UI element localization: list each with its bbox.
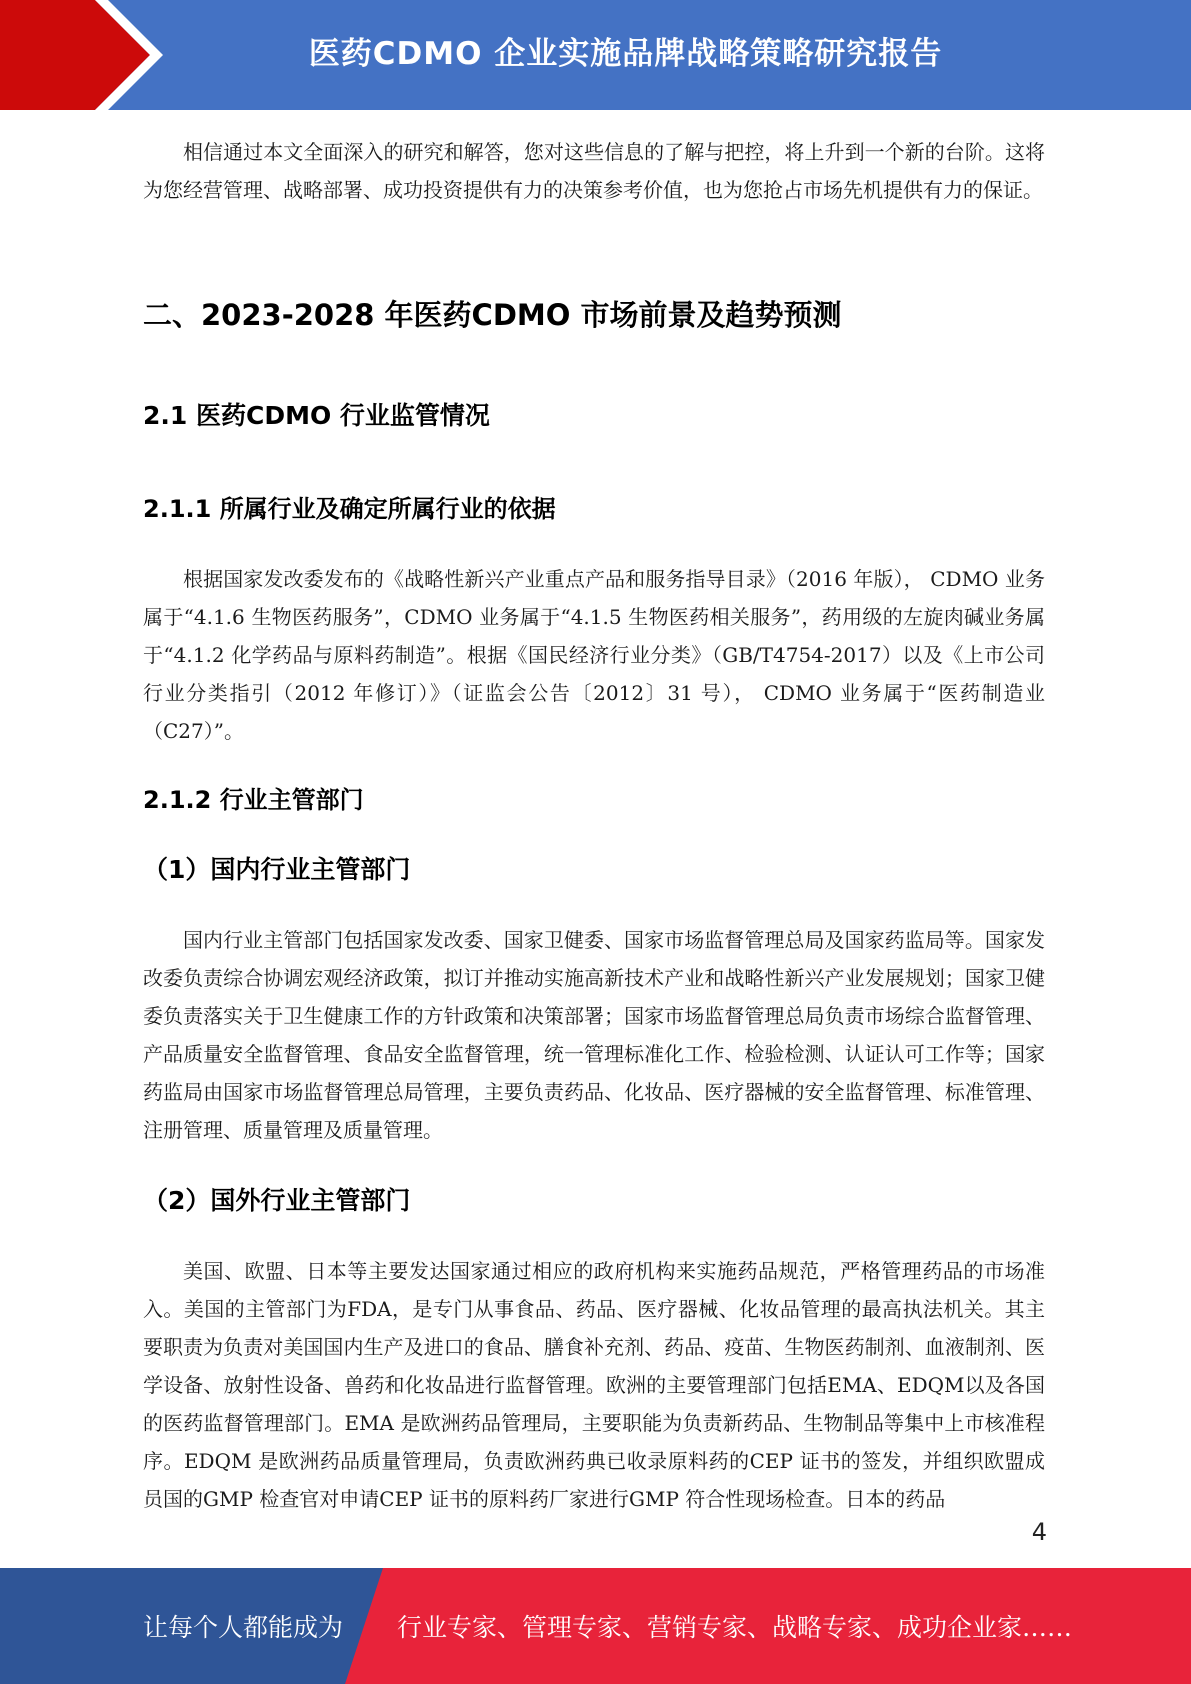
footer-slogan-right: 行业专家、管理专家、营销专家、战略专家、成功企业家…… [397, 1613, 1073, 1642]
page-number: 4 [1031, 1518, 1047, 1546]
domestic-authority-heading: （1）国内行业主管部门 [143, 855, 411, 884]
foreign-authority-paragraph: 美国、欧盟、日本等主要发达国家通过相应的政府机构来实施药品规范，严格管理药品的市场准入。美国的主管部门为FDA，是专门从事食品、药品、医疗器械、化妆品管理的最高执法机关。其主要职责为负责对美国国内生产及进口的食品、膳食补充剂、药品、疫苗、生物医药制剂、血液制剂、医学设备、放射性设备、兽药和化妆品进行监督管理。欧洲的主要管理部门包括EMA、EDQM以及各国的医药监督管理部门。EMA 是欧洲药品管理局，主要职能为负责新药品、生物制品等集中上市核准程序。EDQM 是欧洲药品质量管理局，负责欧洲药典已收录原料药的CEP 证书的签发，并组织欧盟成员国的GMP 检查官对申请CEP 证书的原料药厂家进行GMP 符合性现场检查。日本的药品 [143, 1259, 1045, 1511]
page-footer [0, 1568, 1191, 1684]
section-2-1-2-heading: 2.1.2 行业主管部门 [143, 786, 364, 814]
footer-slogan-left: 让每个人都能成为 [143, 1613, 344, 1642]
section-2-1-heading: 2.1 医药CDMO 行业监管情况 [143, 401, 490, 430]
foreign-authority-heading: （2）国外行业主管部门 [143, 1186, 411, 1215]
domestic-authority-paragraph: 国内行业主管部门包括国家发改委、国家卫健委、国家市场监督管理总局及国家药监局等。国家发改委负责综合协调宏观经济政策，拟订并推动实施高新技术产业和战略性新兴产业发展规划；国家卫健委负责落实关于卫生健康工作的方针政策和决策部署；国家市场监督管理总局负责市场综合监督管理、产品质量安全监督管理、食品安全监督管理，统一管理标准化工作、检验检测、认证认可工作等；国家药监局由国家市场监督管理总局管理，主要负责药品、化妆品、医疗器械的安全监督管理、标准管理、注册管理、质量管理及质量管理。 [143, 928, 1045, 1142]
intro-paragraph: 相信通过本文全面深入的研究和解答，您对这些信息的了解与把控，将上升到一个新的台阶。这将为您经营管理、战略部署、成功投资提供有力的决策参考价值，也为您抢占市场先机提供有力的保证。 [143, 140, 1045, 202]
section-2-heading: 二、2023-2028 年医药CDMO 市场前景及趋势预测 [143, 298, 842, 332]
section-2-1-1-heading: 2.1.1 所属行业及确定所属行业的依据 [143, 495, 556, 523]
section-2-1-1-paragraph: 根据国家发改委发布的《战略性新兴产业重点产品和服务指导目录》（2016 年版）， CDMO 业务属于“4.1.6 生物医药服务”，CDMO 业务属于“4.1.5 生物医药相关服务”，药用级的左旋肉碱业务属于“4.1.2 化学药品与原料药制造”。根据《国民经济行业分类》（GB/T4754-2017）以及《上市公司行业分类指引（2012 年修订）》（证监会公告〔2012〕31 号）， CDMO 业务属于“医药制造业（C27）”。 [143, 567, 1045, 743]
header-title: 医药CDMO 企业实施品牌战略策略研究报告 [308, 35, 943, 72]
page-header [0, 0, 1191, 110]
